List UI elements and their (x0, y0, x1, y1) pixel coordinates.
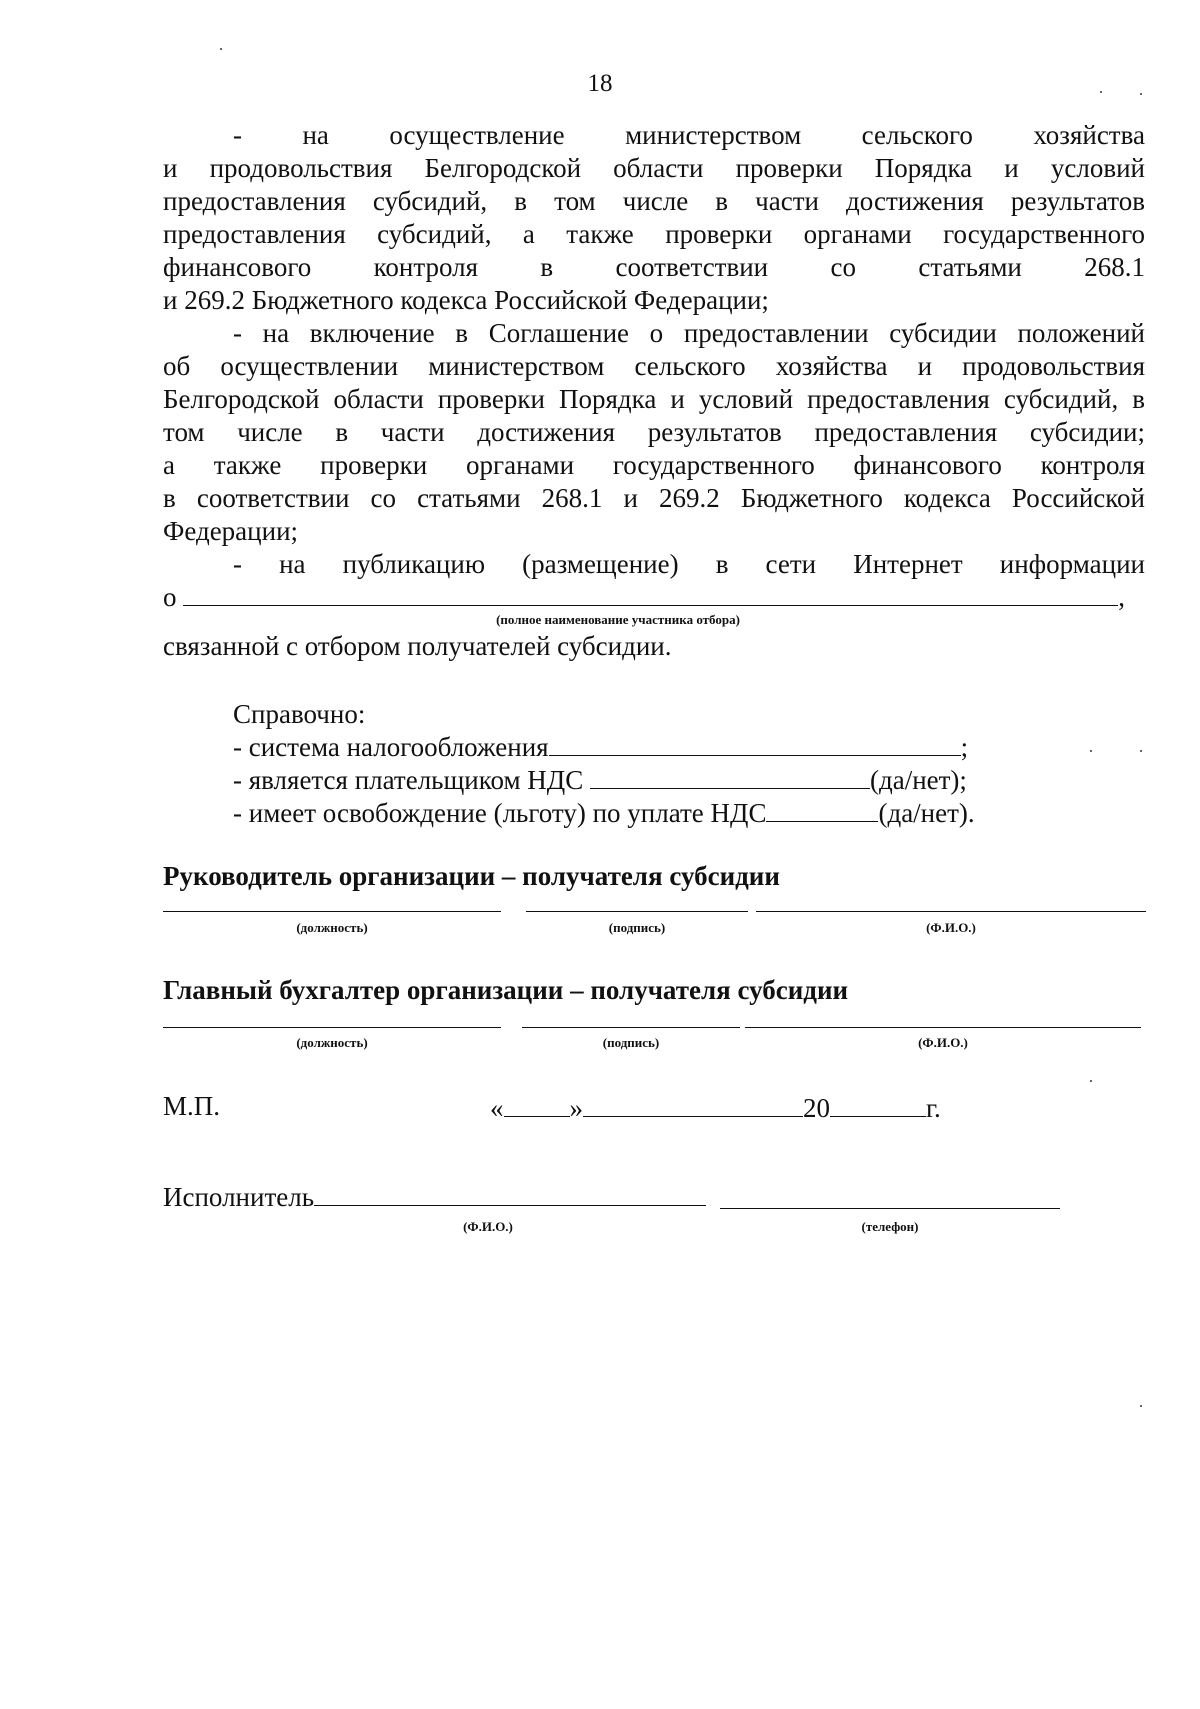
executor-fio-caption: (Ф.И.О.) (463, 1219, 513, 1234)
accountant-fio-caption: (Ф.И.О.) (918, 1035, 968, 1050)
consent-item-3-line-3: связанной с отбором получателей субсидии. (163, 631, 672, 661)
head-position-caption: (должность) (296, 920, 368, 935)
consent-item-1-line-2: и продовольствия Белгородской области проверки Порядка и условий (163, 153, 1145, 183)
participant-name-caption: (полное наименование участника отбора) (496, 612, 740, 627)
prefix-o: о (163, 582, 177, 612)
consent-item-2-line-2: об осуществлении министерством сельского хозяйства и продовольствия (163, 351, 1145, 381)
executor-fio-field[interactable] (314, 1181, 706, 1206)
stamp-mp: М.П. (163, 1091, 221, 1121)
tax-system-line (233, 731, 1200, 764)
accountant-position-line[interactable] (163, 1027, 501, 1028)
date-line (490, 1092, 1010, 1125)
date-day-field[interactable] (504, 1092, 570, 1117)
participant-name-field[interactable] (183, 581, 1118, 606)
head-signature-title: Руководитель организации – получателя субсидии (163, 861, 780, 891)
tax-system-field[interactable] (549, 731, 961, 756)
accountant-signature-title: Главный бухгалтер организации – получателя субсидии (163, 975, 849, 1005)
head-position-line[interactable] (163, 911, 501, 912)
executor-phone-line[interactable] (720, 1208, 1060, 1209)
head-signature-line[interactable] (526, 911, 748, 912)
scan-speck (1090, 750, 1092, 752)
scan-speck (1090, 1080, 1092, 1082)
tax-system-end: ; (960, 732, 969, 762)
vat-payer-field[interactable] (590, 764, 870, 789)
comma: , (1118, 582, 1125, 612)
vat-payer-end: (да/нет); (869, 765, 967, 795)
tax-system-label: - система налогообложения (233, 732, 549, 762)
head-fio-line[interactable] (756, 911, 1146, 912)
vat-exempt-line (233, 797, 1200, 830)
executor-phone-caption: (телефон) (861, 1219, 919, 1234)
consent-item-2-line-5: а также проверки органами государственного финансового контроля (163, 450, 1145, 480)
vat-exempt-label: - имеет освобождение (льготу) по уплате НДС (233, 798, 767, 828)
vat-payer-label: - является плательщиком НДС (233, 765, 584, 795)
consent-item-1-line-4: предоставления субсидий, а также проверки органами государственного (163, 219, 1145, 249)
vat-payer-line (233, 764, 1200, 797)
quote-close: » (569, 1093, 583, 1123)
consent-item-2-line-6: в соответствии со статьями 268.1 и 269.2 Бюджетного кодекса Российской (163, 483, 1145, 513)
consent-item-2-line-1: - на включение в Соглашение о предоставлении субсидии положений (233, 318, 1145, 348)
vat-exempt-field[interactable] (766, 797, 878, 822)
accountant-position-caption: (должность) (296, 1035, 368, 1050)
consent-item-2-line-3: Белгородской области проверки Порядка и условий предоставления субсидий, в (163, 384, 1145, 414)
year-suffix: г. (926, 1093, 941, 1123)
scan-speck (220, 48, 222, 50)
consent-item-1-line-5: финансового контроля в соответствии со статьями 268.1 (163, 252, 1145, 282)
year-prefix: 20 (803, 1093, 830, 1123)
consent-item-1-line-1: - на осуществление министерством сельского хозяйства (233, 120, 1145, 150)
scan-speck (1100, 91, 1102, 93)
consent-item-1-line-6: и 269.2 Бюджетного кодекса Российской Федерации; (163, 285, 769, 315)
date-year-field[interactable] (830, 1092, 926, 1117)
date-month-field[interactable] (583, 1092, 803, 1117)
head-fio-caption: (Ф.И.О.) (926, 920, 976, 935)
vat-exempt-end: (да/нет). (878, 798, 975, 828)
accountant-signature-caption: (подпись) (602, 1035, 660, 1050)
scan-speck (1140, 750, 1142, 752)
accountant-signature-line[interactable] (522, 1027, 740, 1028)
executor-label: Исполнитель (163, 1182, 315, 1212)
scan-speck (1140, 1405, 1142, 1407)
consent-item-1-line-3: предоставления субсидий, в том числе в части достижения результатов (163, 186, 1145, 216)
accountant-fio-line[interactable] (745, 1027, 1141, 1028)
scan-speck (1140, 93, 1142, 95)
executor-line (163, 1181, 1063, 1214)
quote-open: « (490, 1093, 504, 1123)
consent-item-3-line-1: - на публикацию (размещение) в сети Интернет информации (233, 549, 1145, 579)
reference-heading: Справочно: (233, 699, 366, 729)
consent-item-2-line-4: том числе в части достижения результатов предоставления субсидии; (163, 417, 1145, 447)
consent-item-2-line-7: Федерации; (163, 516, 299, 546)
page-number: 18 (587, 70, 613, 97)
consent-item-3-line-2 (163, 581, 1145, 614)
head-signature-caption: (подпись) (608, 920, 666, 935)
